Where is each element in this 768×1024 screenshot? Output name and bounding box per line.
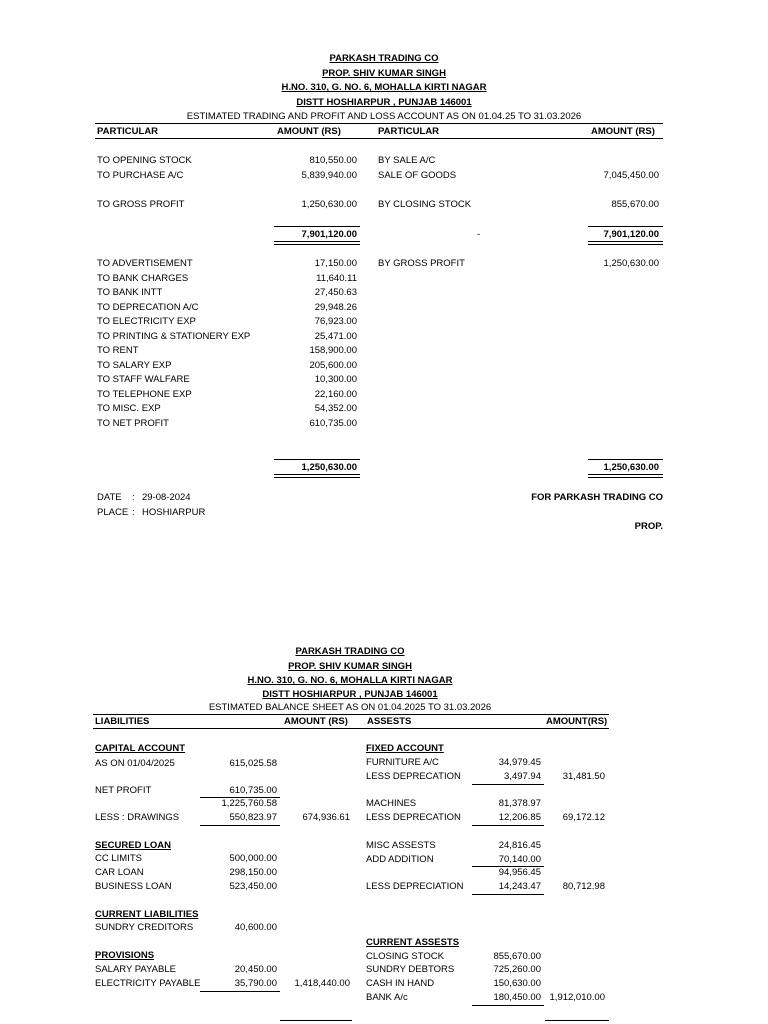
bs-cash-amount: 150,630.00 — [493, 978, 541, 989]
pl-expense-amount: 11,640.11 — [316, 273, 357, 284]
pl-by-sale-label: BY SALE A/C — [378, 155, 436, 166]
bs-firm-name: PARKASH TRADING CO — [295, 646, 405, 657]
bs-capital-as-on-amount: 615,025.58 — [229, 758, 277, 769]
bs-closing-stock-amount: 855,670.00 — [493, 951, 541, 962]
pl-col-amount-left: AMOUNT (RS) — [277, 126, 341, 137]
bs-furniture-dep-amount: 3,497.94 — [504, 771, 541, 782]
bs-addition-label: ADD ADDITION — [366, 854, 434, 865]
pl-expense-label: TO STAFF WALFARE — [97, 374, 190, 385]
pl-by-gross-profit-label: BY GROSS PROFIT — [378, 258, 465, 269]
bs-address-line2: DISTT HOSHIARPUR , PUNJAB 146001 — [262, 689, 438, 700]
bs-misc-dep-amount: 14,243.47 — [498, 881, 541, 892]
pl-trading-total-left-double-rule — [274, 241, 360, 245]
pl-expense-amount: 205,600.00 — [309, 360, 357, 371]
bs-col-assets: ASSESTS — [367, 716, 412, 727]
bs-statement-title: ESTIMATED BALANCE SHEET AS ON 01.04.2025 TO 31.03.2026 — [208, 702, 492, 713]
pl-expense-label: TO BANK CHARGES — [97, 273, 189, 284]
pl-total-left-top-rule — [274, 459, 360, 460]
pl-expense-amount: 17,150.00 — [314, 258, 357, 269]
pl-header-top-rule — [95, 123, 663, 124]
bs-misc-net: 80,712.98 — [562, 881, 605, 892]
pl-expense-label: TO BANK INTT — [97, 287, 163, 298]
pl-date-label: DATE — [97, 492, 122, 503]
pl-statement-title: ESTIMATED TRADING AND PROFIT AND LOSS ACCOUNT AS ON 01.04.25 TO 31.03.2026 — [186, 111, 582, 122]
bs-misc-assets-label: MISC ASSESTS — [366, 840, 436, 851]
pl-total-left: 1,250,630.00 — [301, 462, 357, 473]
bs-misc-dep-rule — [472, 894, 544, 895]
bs-capital-as-on-label: AS ON 01/04/2025 — [95, 758, 175, 769]
pl-address-line2: DISTT HOSHIARPUR , PUNJAB 146001 — [296, 97, 472, 108]
bs-current-assets-heading: CURRENT ASSESTS — [366, 937, 460, 948]
pl-prop-signature: PROP. — [634, 521, 663, 532]
pl-purchase-label: TO PURCHASE A/C — [97, 170, 184, 181]
pl-purchase-amount: 5,839,940.00 — [301, 170, 357, 181]
bs-furniture-net: 31,481.50 — [562, 771, 605, 782]
bs-cash-label: CASH IN HAND — [366, 978, 435, 989]
pl-expense-label: TO DEPRECATION A/C — [97, 302, 199, 313]
pl-total-right-double-rule — [588, 474, 663, 478]
bs-debtors-label: SUNDRY DEBTORS — [366, 964, 455, 975]
pl-expense-amount: 10,300.00 — [314, 374, 357, 385]
bs-cc-limits-amount: 500,000.00 — [229, 853, 277, 864]
bs-drawings-label: LESS : DRAWINGS — [95, 812, 180, 823]
pl-col-particular-right: PARTICULAR — [378, 126, 440, 137]
bs-furniture-label: FURNITURE A/C — [366, 757, 439, 768]
bs-header-bottom-rule — [93, 728, 609, 729]
bs-business-loan-label: BUSINESS LOAN — [95, 881, 172, 892]
pl-trading-total-left: 7,901,120.00 — [301, 229, 357, 240]
pl-place-separator: : — [132, 507, 135, 518]
bs-liabilities-group-total: 1,418,440.00 — [294, 978, 350, 989]
pl-expense-label: TO PRINTING & STATIONERY EXP — [97, 331, 251, 342]
bs-salary-payable-amount: 20,450.00 — [234, 964, 277, 975]
pl-trading-total-right-top-rule — [588, 226, 663, 227]
pl-place-label: PLACE — [97, 507, 129, 518]
bs-provisions-heading: PROVISIONS — [95, 950, 155, 961]
pl-expense-amount: 54,352.00 — [314, 403, 357, 414]
pl-expense-amount: 25,471.00 — [314, 331, 357, 342]
bs-machines-net: 69,172.12 — [562, 812, 605, 823]
bs-net-capital: 674,936.61 — [302, 812, 350, 823]
bs-creditors-label: SUNDRY CREDITORS — [95, 922, 194, 933]
pl-proprietor: PROP. SHIV KUMAR SINGH — [322, 68, 446, 79]
pl-place-value: HOSHIARPUR — [142, 507, 206, 518]
bs-misc-assets-amount: 24,816.45 — [498, 840, 541, 851]
bs-debtors-amount: 725,260.00 — [493, 964, 541, 975]
bs-machines-label: MACHINES — [366, 798, 417, 809]
bs-furniture-amount: 34,979.45 — [498, 757, 541, 768]
bs-salary-payable-label: SALARY PAYABLE — [95, 964, 176, 975]
bs-machines-amount: 81,378.97 — [498, 798, 541, 809]
pl-gross-profit-amount: 1,250,630.00 — [301, 199, 357, 210]
pl-gross-profit-label: TO GROSS PROFIT — [97, 199, 185, 210]
bs-col-liabilities: LIABILITIES — [95, 716, 150, 727]
pl-col-amount-right: AMOUNT (RS) — [591, 126, 655, 137]
pl-date-value: 29-08-2024 — [142, 492, 191, 503]
pl-closing-stock-label: BY CLOSING STOCK — [378, 199, 472, 210]
bs-car-loan-label: CAR LOAN — [95, 867, 144, 878]
bs-secured-heading: SECURED LOAN — [95, 840, 172, 851]
pl-expense-label: TO TELEPHONE EXP — [97, 389, 192, 400]
pl-address-line1: H.NO. 310, G. NO. 6, MOHALLA KIRTI NAGAR — [281, 82, 487, 93]
bs-misc-subtotal: 94,956.45 — [498, 867, 541, 878]
bs-bank-rule — [472, 1005, 544, 1006]
pl-expense-label: TO ELECTRICITY EXP — [97, 316, 196, 327]
bs-proprietor: PROP. SHIV KUMAR SINGH — [288, 661, 412, 672]
pl-closing-stock-amount: 855,670.00 — [611, 199, 659, 210]
bs-fixed-heading: FIXED ACCOUNT — [366, 743, 444, 754]
bs-furniture-dep-label: LESS DEPRECATION — [366, 771, 461, 782]
bs-creditors-amount: 40,600.00 — [234, 922, 277, 933]
bs-closing-stock-label: CLOSING STOCK — [366, 951, 444, 962]
bs-bank-label: BANK A/c — [366, 992, 408, 1003]
pl-opening-stock-label: TO OPENING STOCK — [97, 155, 192, 166]
pl-sale-goods-amount: 7,045,450.00 — [603, 170, 659, 181]
bs-machines-rule — [472, 825, 544, 826]
bs-machines-dep-amount: 12,206.85 — [498, 812, 541, 823]
pl-expense-label: TO ADVERTISEMENT — [97, 258, 193, 269]
pl-expense-label: TO NET PROFIT — [97, 418, 169, 429]
pl-expense-amount: 29,948.26 — [314, 302, 357, 313]
pl-total-right: 1,250,630.00 — [603, 462, 659, 473]
bs-capital-subtotal: 1,225,760.58 — [221, 798, 277, 809]
pl-by-gross-profit-amount: 1,250,630.00 — [603, 258, 659, 269]
bs-furniture-rule — [472, 784, 544, 785]
pl-col-particular-left: PARTICULAR — [97, 126, 159, 137]
pl-for-firm: FOR PARKASH TRADING CO — [531, 492, 663, 503]
bs-assets-total-rule — [545, 1020, 609, 1021]
bs-provisions-rule — [200, 991, 280, 992]
pl-expense-amount: 27,450.63 — [314, 287, 357, 298]
bs-car-loan-amount: 298,150.00 — [229, 867, 277, 878]
pl-expense-amount: 158,900.00 — [309, 345, 357, 356]
pl-expense-label: TO MISC. EXP — [97, 403, 161, 414]
pl-sale-goods-label: SALE OF GOODS — [378, 170, 457, 181]
pl-total-left-double-rule — [274, 474, 360, 478]
bs-liabilities-total-rule — [280, 1020, 352, 1021]
bs-electricity-payable-label: ELECTRICITY PAYABLE — [95, 978, 201, 989]
bs-bank-amount: 180,450.00 — [493, 992, 541, 1003]
bs-capital-heading: CAPITAL ACCOUNT — [95, 743, 186, 754]
bs-business-loan-amount: 523,450.00 — [229, 881, 277, 892]
bs-electricity-payable-amount: 35,790.00 — [234, 978, 277, 989]
pl-trading-total-right: 7,901,120.00 — [603, 229, 659, 240]
bs-drawings-rule — [200, 825, 280, 826]
bs-drawings-amount: 550,823.97 — [229, 812, 277, 823]
bs-col-amount-right: AMOUNT(RS) — [546, 716, 608, 727]
pl-trading-total-right-double-rule — [588, 241, 663, 245]
pl-opening-stock-amount: 810,550.00 — [309, 155, 357, 166]
bs-current-liabilities-heading: CURRENT LIABILITIES — [95, 909, 199, 920]
pl-trading-total-left-top-rule — [274, 226, 360, 227]
bs-cc-limits-label: CC LIMITS — [95, 853, 142, 864]
pl-expense-amount: 76,923.00 — [314, 316, 357, 327]
bs-current-assets-total: 1,912,010.00 — [549, 992, 605, 1003]
bs-misc-dep-label: LESS DEPRECIATION — [366, 881, 464, 892]
pl-total-right-top-rule — [588, 459, 663, 460]
bs-header-top-rule — [93, 714, 609, 715]
pl-trading-dash: - — [477, 229, 481, 240]
pl-date-separator: : — [132, 492, 135, 503]
pl-expense-label: TO SALARY EXP — [97, 360, 172, 371]
pl-expense-label: TO RENT — [97, 345, 139, 356]
bs-net-profit-amount: 610,735.00 — [229, 785, 277, 796]
pl-header-bottom-rule — [95, 138, 663, 139]
bs-addition-amount: 70,140.00 — [498, 854, 541, 865]
pl-expense-amount: 22,160.00 — [314, 389, 357, 400]
bs-col-amount-left: AMOUNT (RS) — [284, 716, 348, 727]
bs-address-line1: H.NO. 310, G. NO. 6, MOHALLA KIRTI NAGAR — [247, 675, 453, 686]
pl-expense-amount: 610,735.00 — [309, 418, 357, 429]
bs-machines-dep-label: LESS DEPRECATION — [366, 812, 461, 823]
bs-net-profit-label: NET PROFIT — [95, 785, 152, 796]
pl-firm-name: PARKASH TRADING CO — [329, 53, 439, 64]
